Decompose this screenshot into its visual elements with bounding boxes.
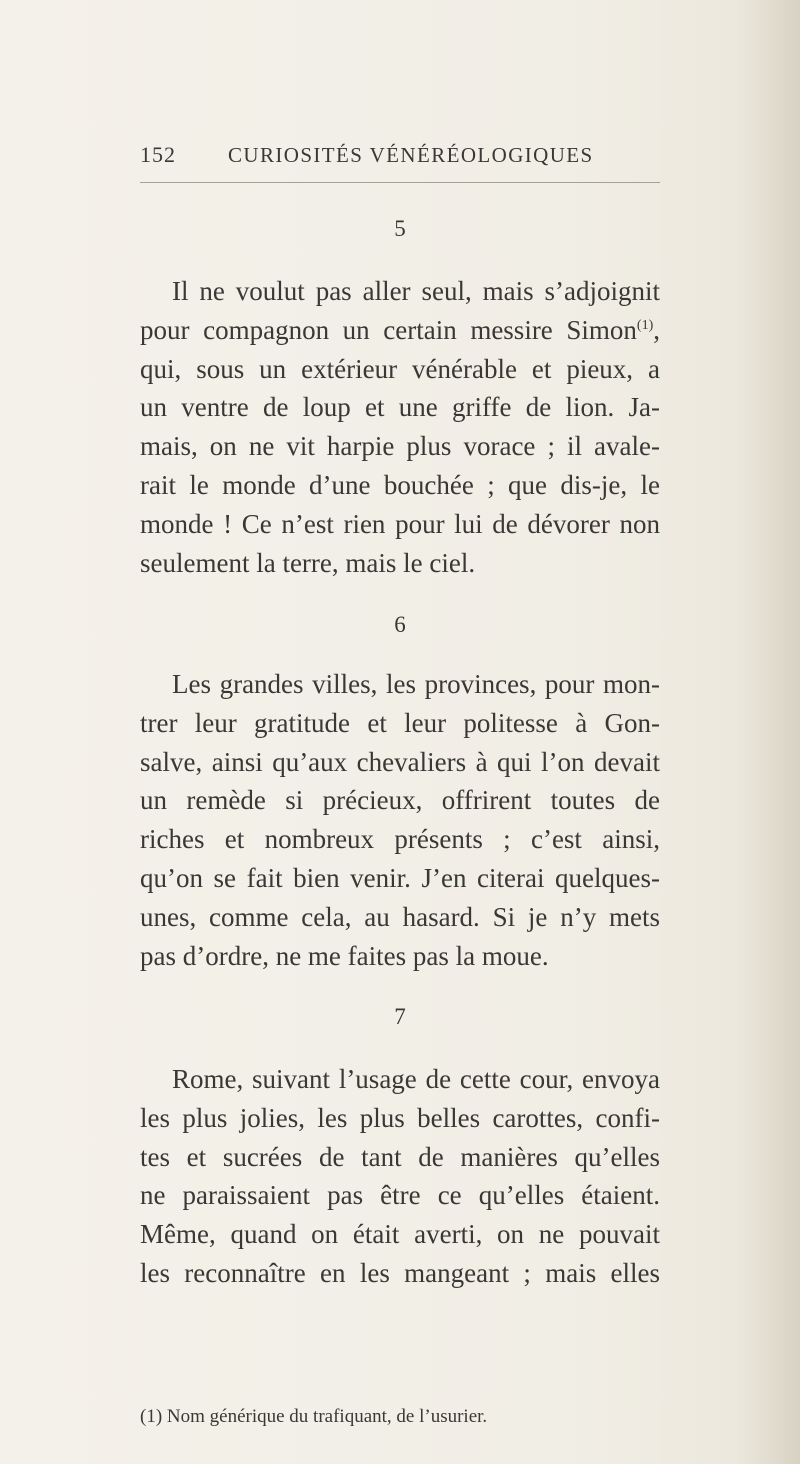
text-line: Même, quand on était averti, on ne pouvait	[140, 1219, 660, 1250]
text-line: monde ! Ce n’est rien pour lui de dévorer non	[140, 508, 660, 539]
text-line: pas d’ordre, ne me faites pas la moue.	[140, 940, 549, 971]
text-line: un remède si précieux, offrirent toutes de	[140, 785, 660, 816]
text-line: les plus jolies, les plus belles carottes, confi-	[140, 1102, 660, 1133]
text-line: un ventre de loup et une griffe de lion. Ja-	[140, 392, 660, 423]
text-line: qu’on se fait bien venir. J’en citerai quelques-	[140, 862, 660, 893]
text-line: Il ne voulut pas aller seul, mais s’adjoignit	[172, 276, 660, 306]
text-line: ne paraissaient pas être ce qu’elles étaient.	[140, 1180, 660, 1211]
page-number: 152	[140, 142, 176, 167]
text-line-suffix: ,	[653, 314, 660, 345]
text-line: trer leur gratitude et leur politesse à Gon-	[140, 707, 660, 738]
section-5-text	[140, 272, 660, 582]
text-line: tes et sucrées de tant de manières qu’elles	[140, 1141, 660, 1172]
footnote-text: Nom générique du trafiquant, de l’usurier.	[166, 1406, 488, 1427]
text-line-body: pour compagnon un certain messire Simon	[140, 314, 637, 345]
footnote-marker: (1)	[140, 1406, 163, 1427]
section-number-7: 7	[394, 1004, 406, 1029]
section-6-text	[140, 665, 660, 975]
text-line	[140, 311, 660, 350]
text-line: unes, comme cela, au hasard. Si je n’y mets	[140, 901, 660, 932]
footnote-reference: (1)	[636, 317, 654, 333]
text-line: rait le monde d’une bouchée ; que dis-je, le	[140, 469, 660, 500]
text-line: mais, on ne vit harpie plus vorace ; il avale-	[140, 431, 660, 462]
text-line: les reconnaître en les mangeant ; mais elles	[140, 1257, 660, 1288]
section-number-5: 5	[394, 216, 406, 241]
text-line: Rome, suivant l’usage de cette cour, envoya	[172, 1064, 660, 1094]
section-number-6: 6	[394, 612, 406, 637]
text-line: qui, sous un extérieur vénérable et pieux, a	[140, 353, 660, 384]
section-7-text	[140, 1060, 660, 1293]
text-line: riches et nombreux présents ; c’est ainsi,	[140, 824, 660, 855]
text-line: seulement la terre, mais le ciel.	[140, 547, 476, 578]
header-rule	[140, 182, 660, 183]
text-line: salve, ainsi qu’aux chevaliers à qui l’on devait	[140, 746, 660, 777]
running-head	[140, 142, 660, 178]
text-line: Les grandes villes, les provinces, pour mon-	[172, 669, 660, 699]
running-title: CURIOSITÉS VÉNÉRÉOLOGIQUES	[228, 143, 594, 167]
footnote	[140, 1405, 660, 1429]
